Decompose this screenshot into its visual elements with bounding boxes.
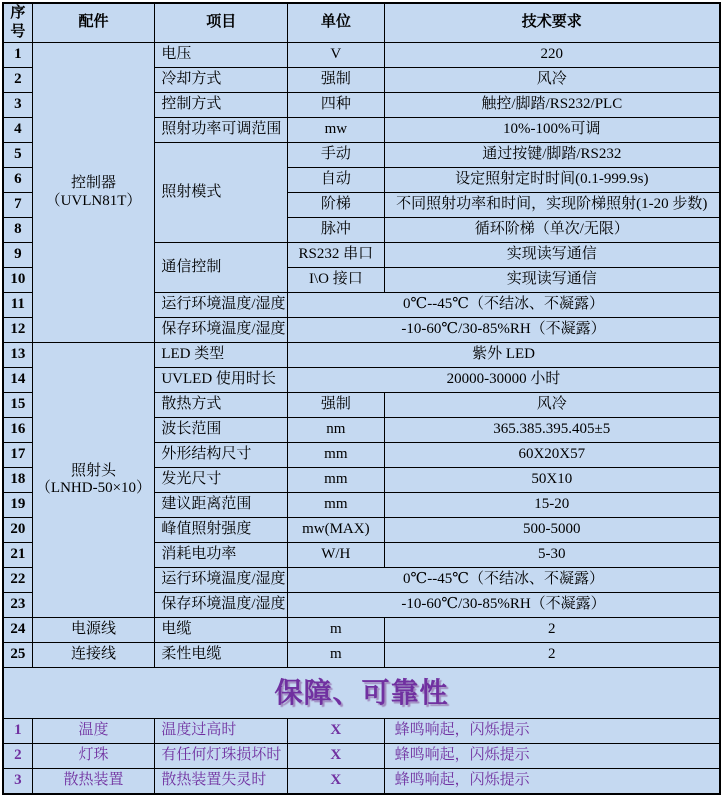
cell-req: 蜂鸣响起，闪烁提示: [384, 744, 720, 769]
cell-req: 5-30: [384, 543, 720, 568]
cell-no: 19: [3, 493, 32, 518]
cell-unit: mm: [288, 493, 385, 518]
cell-item: 外形结构尺寸: [155, 443, 288, 468]
cell-no: 13: [3, 343, 32, 368]
cell-no: 9: [3, 243, 32, 268]
cell-unit: RS232 串口: [288, 243, 385, 268]
cell-req: 设定照射定时时间(0.1-999.9s): [384, 168, 720, 193]
cell-unit: X: [288, 769, 385, 795]
cell-item: 波长范围: [155, 418, 288, 443]
cell-req: 0℃--45℃（不结冰、不凝露）: [288, 293, 720, 318]
cell-no: 1: [3, 719, 32, 744]
part-model: （LNHD-50×10）: [35, 480, 152, 496]
table-row: [3, 618, 720, 643]
cell-req: 蜂鸣响起，闪烁提示: [384, 769, 720, 795]
cell-no: 17: [3, 443, 32, 468]
cell-unit: m: [288, 643, 385, 668]
cell-req: 蜂鸣响起，闪烁提示: [384, 719, 720, 744]
cell-no: 4: [3, 118, 32, 143]
cell-item: 照射功率可调范围: [155, 118, 288, 143]
cell-req: 实现读写通信: [384, 243, 720, 268]
cell-part: 灯珠: [32, 744, 155, 769]
table-row: [3, 43, 720, 68]
cell-item: 散热装置失灵时: [155, 769, 288, 795]
cell-unit: 手动: [288, 143, 385, 168]
cell-item-irradiation-mode: 照射模式: [155, 143, 288, 243]
cell-req: 15-20: [384, 493, 720, 518]
cell-req: 0℃--45℃（不结冰、不凝露）: [288, 568, 720, 593]
cell-req: 不同照射功率和时间，实现阶梯照射(1-20 步数): [384, 193, 720, 218]
cell-item: 散热方式: [155, 393, 288, 418]
cell-no: 12: [3, 318, 32, 343]
cell-no: 11: [3, 293, 32, 318]
cell-req: 触控/脚踏/RS232/PLC: [384, 93, 720, 118]
header-unit: 单位: [288, 3, 385, 43]
cell-item: UVLED 使用时长: [155, 368, 288, 393]
table-row: [3, 769, 720, 795]
spec-table: [2, 2, 721, 795]
cell-unit: mw: [288, 118, 385, 143]
cell-unit: 脉冲: [288, 218, 385, 243]
cell-item-comm-control: 通信控制: [155, 243, 288, 293]
header-no: 序号: [3, 3, 32, 43]
cell-req: 循环阶梯（单次/无限）: [384, 218, 720, 243]
cell-item: 运行环境温度/湿度: [155, 293, 288, 318]
cell-unit: m: [288, 618, 385, 643]
part-name: 照射头: [70, 462, 116, 479]
cell-no: 23: [3, 593, 32, 618]
cell-part-power-cord: 电源线: [32, 618, 155, 643]
cell-item: 电缆: [155, 618, 288, 643]
cell-unit: mm: [288, 468, 385, 493]
header-req: 技术要求: [384, 3, 720, 43]
cell-no: 14: [3, 368, 32, 393]
cell-req: 60X20X57: [384, 443, 720, 468]
cell-unit: 强制: [288, 68, 385, 93]
cell-item: 消耗电功率: [155, 543, 288, 568]
cell-req: -10-60℃/30-85%RH（不凝露）: [288, 593, 720, 618]
cell-unit: I\O 接口: [288, 268, 385, 293]
cell-req: 50X10: [384, 468, 720, 493]
cell-part-connect-cord: 连接线: [32, 643, 155, 668]
table-row: [3, 744, 720, 769]
cell-req: 紫外 LED: [288, 343, 720, 368]
header-part: 配件: [32, 3, 155, 43]
cell-part-controller: [32, 43, 155, 343]
cell-unit: nm: [288, 418, 385, 443]
cell-item: 温度过高时: [155, 719, 288, 744]
cell-no: 25: [3, 643, 32, 668]
cell-unit: W/H: [288, 543, 385, 568]
cell-no: 2: [3, 68, 32, 93]
cell-req: 实现读写通信: [384, 268, 720, 293]
cell-unit: 自动: [288, 168, 385, 193]
cell-no: 22: [3, 568, 32, 593]
cell-no: 3: [3, 769, 32, 795]
cell-req: 365.385.395.405±5: [384, 418, 720, 443]
part-name: 控制器: [70, 175, 116, 192]
cell-part: 散热装置: [32, 769, 155, 795]
cell-no: 5: [3, 143, 32, 168]
cell-item: 峰值照射强度: [155, 518, 288, 543]
cell-unit: mm: [288, 443, 385, 468]
cell-no: 6: [3, 168, 32, 193]
cell-item: 控制方式: [155, 93, 288, 118]
part-model: （UVLN81T）: [45, 192, 142, 209]
cell-no: 24: [3, 618, 32, 643]
cell-req: 风冷: [384, 68, 720, 93]
cell-unit: 阶梯: [288, 193, 385, 218]
cell-req: -10-60℃/30-85%RH（不凝露）: [288, 318, 720, 343]
cell-no: 20: [3, 518, 32, 543]
cell-req: 2: [384, 643, 720, 668]
cell-unit: V: [288, 43, 385, 68]
cell-req: 500-5000: [384, 518, 720, 543]
cell-no: 21: [3, 543, 32, 568]
cell-req: 10%-100%可调: [384, 118, 720, 143]
cell-part: 温度: [32, 719, 155, 744]
cell-item: 冷却方式: [155, 68, 288, 93]
cell-no: 16: [3, 418, 32, 443]
cell-no: 15: [3, 393, 32, 418]
header-item: 项目: [155, 3, 288, 43]
reliability-section: [3, 668, 720, 719]
cell-item: 运行环境温度/湿度: [155, 568, 288, 593]
cell-req: 通过按键/脚踏/RS232: [384, 143, 720, 168]
cell-unit: mw(MAX): [288, 518, 385, 543]
cell-no: 8: [3, 218, 32, 243]
cell-unit: 强制: [288, 393, 385, 418]
cell-item: 有任何灯珠损坏时: [155, 744, 288, 769]
cell-req: 2: [384, 618, 720, 643]
cell-unit: X: [288, 719, 385, 744]
cell-item: 保存环境温度/湿度: [155, 318, 288, 343]
cell-item: 发光尺寸: [155, 468, 288, 493]
cell-part-head: [32, 343, 155, 618]
table-row: [3, 719, 720, 744]
table-row: [3, 643, 720, 668]
cell-no: 18: [3, 468, 32, 493]
cell-no: 3: [3, 93, 32, 118]
cell-no: 2: [3, 744, 32, 769]
table-row: [3, 343, 720, 368]
section-title: 保障、可靠性: [3, 668, 720, 719]
header-row: [3, 3, 720, 43]
cell-no: 7: [3, 193, 32, 218]
cell-item: 建议距离范围: [155, 493, 288, 518]
cell-unit: X: [288, 744, 385, 769]
cell-item: 柔性电缆: [155, 643, 288, 668]
cell-no: 10: [3, 268, 32, 293]
cell-unit: 四种: [288, 93, 385, 118]
cell-item: LED 类型: [155, 343, 288, 368]
cell-item: 电压: [155, 43, 288, 68]
cell-item: 保存环境温度/湿度: [155, 593, 288, 618]
cell-req: 20000-30000 小时: [288, 368, 720, 393]
cell-req: 风冷: [384, 393, 720, 418]
cell-req: 220: [384, 43, 720, 68]
cell-no: 1: [3, 43, 32, 68]
